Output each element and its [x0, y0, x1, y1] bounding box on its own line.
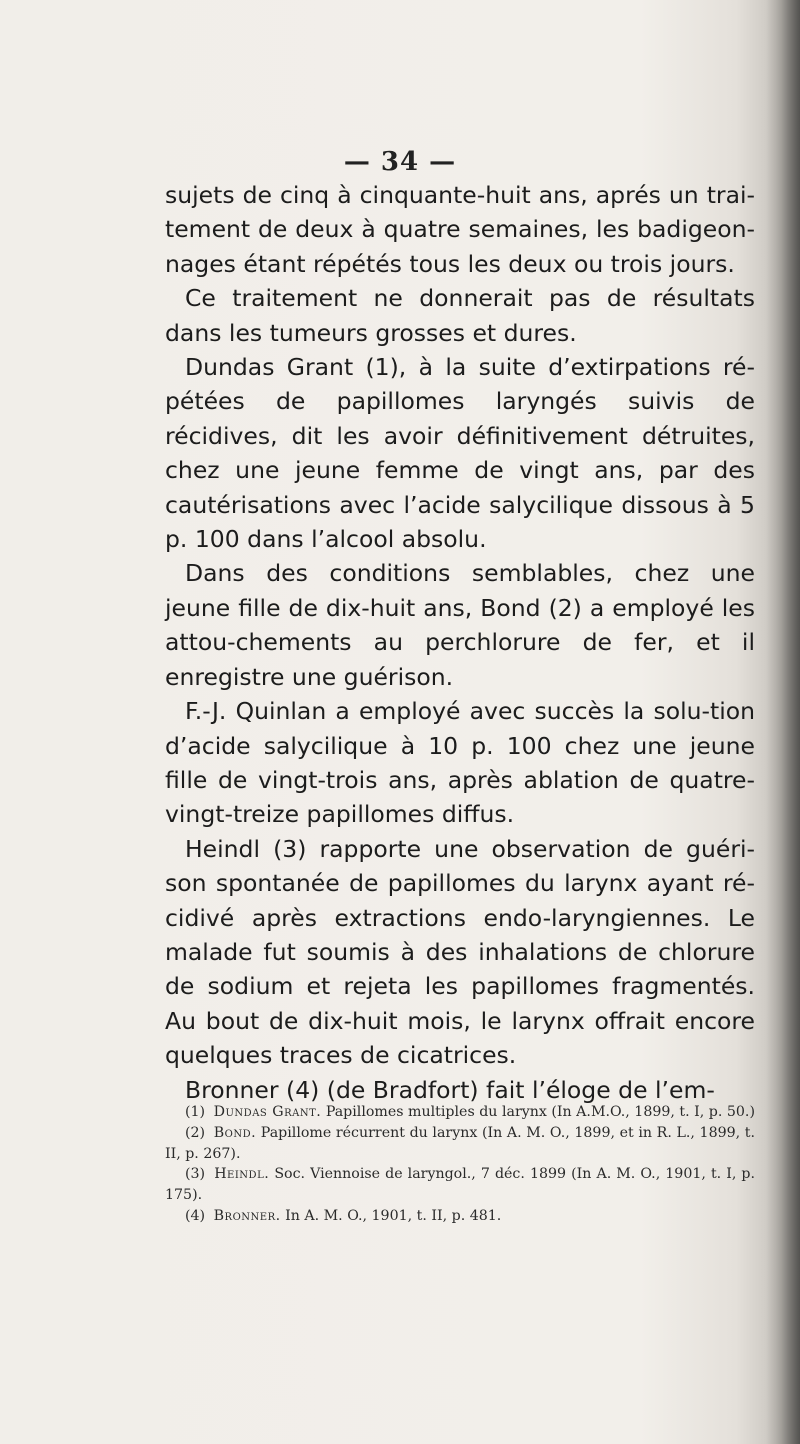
- footnote: [165, 1102, 755, 1123]
- footnote-number: (2): [185, 1124, 206, 1141]
- paragraph: F.-J. Quinlan a employé avec succès la solu-tion d’acide salycilique à 10 p. 100 chez une jeune fille de vingt-trois ans, après ablation de quatre-vingt-treize papillomes diffus.: [165, 697, 755, 829]
- footnote-author: Heindl.: [214, 1166, 270, 1183]
- paragraph: Heindl (3) rapporte une observation de guéri-son spontanée de papillomes du larynx ayant ré-cidivé après extractions endo-laryngiennes. Le malade fut soumis à des inhalations de chlorure de sodium et rejeta les papillomes fragmentés. Au bout de dix-huit mois, le larynx offrait encore quelques traces de cicatrices.: [165, 834, 755, 1070]
- footnote: [165, 1206, 755, 1227]
- body-text: [165, 178, 755, 1107]
- footnote-author: Dundas Grant.: [213, 1104, 322, 1120]
- footnote-number: (1): [185, 1104, 206, 1120]
- footnote-number: (3): [185, 1166, 206, 1183]
- paragraph: Bronner (4) (de Bradfort) fait l’éloge de l’em-: [185, 1075, 715, 1104]
- footnote: [165, 1123, 755, 1165]
- paragraph: Dans des conditions semblables, chez une jeune fille de dix-huit ans, Bond (2) a employé les attou-chements au perchlorure de fer, et il enregistre une guérison.: [165, 559, 755, 691]
- footnote-text: Papillomes multiples du larynx (In A.M.O., 1899, t. I, p. 50.): [325, 1104, 755, 1120]
- footnote: [165, 1164, 755, 1206]
- paragraph: Ce traitement ne donnerait pas de résultats dans les tumeurs grosses et dures.: [165, 284, 755, 347]
- page-number: — 34 —: [343, 147, 457, 177]
- page-edge-shadow: [766, 0, 800, 1444]
- paragraph: Dundas Grant (1), à la suite d’extirpations ré-pétées de papillomes laryngés suivis de récidives, dit les avoir définitivement détruites, chez une jeune femme de vingt ans, par des cautérisations avec l’acide salycilique dissous à 5 p. 100 dans l’alcool absolu.: [165, 353, 755, 554]
- footnotes: [165, 1102, 755, 1227]
- footnote-author: Bronner.: [213, 1207, 281, 1224]
- footnote-text: In A. M. O., 1901, t. II, p. 481.: [285, 1207, 502, 1224]
- footnote-number: (4): [185, 1207, 206, 1224]
- footnote-text: Papillome récurrent du larynx (In A. M. O., 1899, et in R. L., 1899, t. II, p. 267).: [165, 1124, 756, 1162]
- footnote-author: Bond.: [213, 1124, 257, 1141]
- footnote-text: Soc. Viennoise de laryngol., 7 déc. 1899 (In A. M. O., 1901, t. I, p. 175).: [165, 1166, 756, 1204]
- paragraph: sujets de cinq à cinquante-huit ans, aprés un trai-tement de deux à quatre semaines, les badigeon-nages étant répétés tous les deux ou trois jours.: [165, 181, 755, 278]
